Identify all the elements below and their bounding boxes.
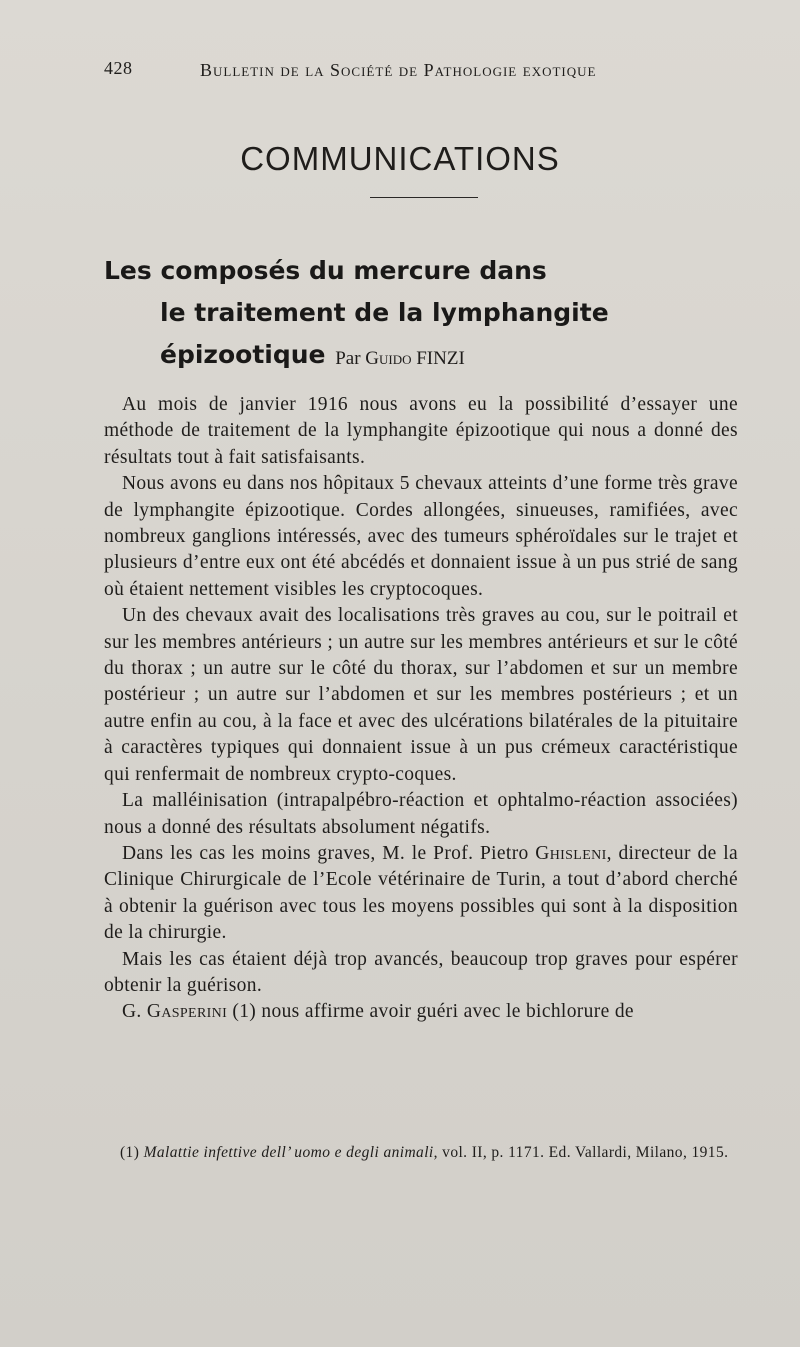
author-first-name: Guido xyxy=(365,348,412,369)
paragraph: Au mois de janvier 1916 nous avons eu la possibilité d’essayer une méthode de traitement de la lymphangite épizootique qui nous a donné des résultats tout à fait satisfaisants. xyxy=(104,394,738,468)
paragraph-text: G. xyxy=(122,1001,147,1023)
author-name: Gasperini xyxy=(146,1001,228,1023)
section-divider xyxy=(370,197,478,198)
byline-prefix: Par xyxy=(335,348,361,369)
paragraph-text: Dans les cas les moins graves, M. le Prof. Pietro xyxy=(122,842,536,864)
paragraph: Nous avons eu dans nos hôpitaux 5 chevaux atteints d’une forme très grave de lymphangite épizootique. Cordes allongées, sinueuses, ramifiées, avec nombreux ganglions intéressés, avec des tumeurs sphéroïdales sur le trajet et plusieurs d’entre eux ont été abcédés et donnaient issue à un pus strié de sang où étaient nettement visibles les cryptocoques. xyxy=(104,473,738,600)
byline xyxy=(0,348,800,370)
paragraph: La malléinisation (intrapalpébro-réaction et ophtalmo-réaction associées) nous a donné des résultats absolument négatifs. xyxy=(104,790,738,838)
footnote-text: , vol. II, p. 1171. Ed. Vallardi, Milano, 1915. xyxy=(433,1144,729,1161)
paragraph xyxy=(104,999,738,1025)
article-body xyxy=(104,392,738,1026)
section-title: COMMUNICATIONS xyxy=(240,140,560,177)
page-number: 428 xyxy=(104,58,133,78)
paragraph: Un des chevaux avait des localisations très graves au cou, sur le poitrail et sur les membres antérieurs ; un autre sur les membres antérieurs et sur le côté du thorax ; un autre sur le côté du thorax, sur l’abdomen et sur un membre postérieur ; un autre sur l’abdomen et sur les membres postérieurs ; et un autre enfin au cou, à la face et avec des ulcérations bilatérales de la pituitaire à caractères typiques qui donnaient issue à un pus crémeux caractéristique qui renfermait de nombreux crypto-coques. xyxy=(104,605,738,785)
paragraph xyxy=(104,841,738,947)
paragraph-text: , directeur de la Clinique Chirurgicale de l’Ecole vétérinaire de Turin, a tout d’abord cherché à obtenir la guérison avec tous les moyens possibles qui sont à la disposition de la chirurgie. xyxy=(104,842,738,944)
article-title-line-2: le traitement de la lymphangite épizootique xyxy=(160,298,609,369)
paragraph: Mais les cas étaient déjà trop avancés, beaucoup trop graves pour espérer obtenir la guérison. xyxy=(104,948,738,996)
article-title-line-1: Les composés du mercure dans xyxy=(104,256,547,285)
running-title: Bulletin de la Société de Pathologie exotique xyxy=(200,60,597,80)
footnote-marker: (1) xyxy=(120,1144,144,1161)
footnote-title: Malattie infettive dell’ uomo e degli animali xyxy=(143,1144,434,1161)
author-last-name: FINZI xyxy=(416,348,465,369)
paragraph-text: (1) nous affirme avoir guéri avec le bichlorure de xyxy=(227,1001,634,1023)
author-name: Ghisleni xyxy=(535,842,607,864)
footnote xyxy=(104,1142,738,1163)
